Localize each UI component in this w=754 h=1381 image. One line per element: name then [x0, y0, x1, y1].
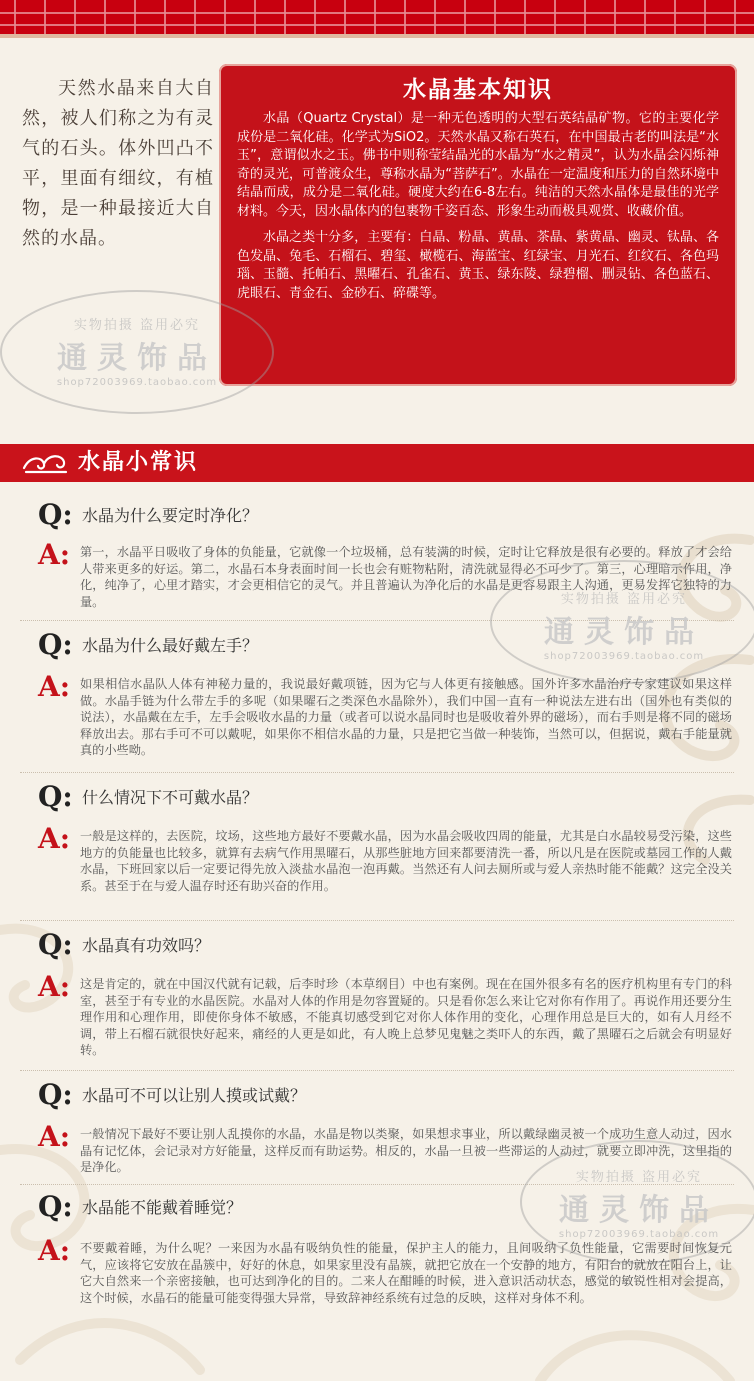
answer-marker: A: — [38, 670, 71, 703]
answer-text: 不要戴着睡，为什么呢？一来因为水晶有吸纳负性的能量，保护主人的能力，且间吸纳了负性能量，它需要时间恢复元气，应该将它安放在晶簇中，好好的休息，如果家里没有晶簇，就把它放在一个安静的地方，有阳台的就放在阳台上，让它大自然来一个亲密接触，也可达到净化的目的。二来人在酣睡的时候，进入意识活动状态，感觉的敏锐性相对会提高，这个时候，水晶石的能量可能变得强大异常，导致辞神经系统有过急的反映，这样对身体不利。 — [80, 1241, 732, 1305]
section-title: 水晶小常识 — [78, 450, 199, 475]
watermark-line-1: 实物拍摄 盗用必究 — [560, 592, 688, 607]
question-text: 什么情况下不可戴水晶？ — [82, 788, 259, 807]
question-text: 水晶为什么最好戴左手？ — [82, 636, 259, 655]
question-marker: Q: — [38, 1078, 73, 1111]
knowledge-box — [219, 64, 737, 386]
fret-pattern — [0, 0, 754, 34]
answer-marker: A: — [38, 538, 71, 571]
question-text: 水晶可不可以让别人摸或试戴？ — [82, 1086, 307, 1105]
answer-text: 这是肯定的，就在中国汉代就有记载，后李时珍（本草纲目）中也有案例。现在在国外很多有名的医疗机构里有专门的科室，甚至于有专业的水晶医院。水晶对人体的作用是勿容置疑的。只是看你怎么来让它对你有作用了。再说作用还要分生理作用和心理作用，即使你身体不敏感，不能真切感受到它对你人体作用的变化，心理作用总是巨大的，如有人月经不调，带上石榴石就很快好起来，痛经的人更是如此，有人晚上总梦见鬼魅之类吓人的东西，戴了黑曜石之后就会有明显好转。 — [80, 977, 732, 1058]
question-marker: Q: — [38, 1190, 73, 1223]
knowledge-title: 水晶基本知识 — [403, 77, 553, 103]
watermark-line-3: shop72003969.taobao.com — [56, 377, 218, 388]
divider — [20, 1070, 734, 1071]
watermark-line-1: 实物拍摄 盗用必究 — [575, 1170, 703, 1185]
question-marker: Q: — [38, 628, 73, 661]
question-text: 水晶能不能戴着睡觉？ — [82, 1198, 243, 1217]
knowledge-paragraph-1: 水晶（Quartz Crystal）是一种无色透明的大型石英结晶矿物。它的主要化学成份是二氧化硅。化学式为SiO2。天然水晶又称石英石，在中国最古老的叫法是“水玉”，意谓似水之玉。佛书中则称莹结晶光的水晶为“水之精灵”，认为水晶会闪烁神奇的灵光，可普渡众生，尊称水晶为“菩萨石”。水晶在一定温度和压力的自然环境中结晶而成，成分是二氧化硅。硬度大约在6-8左右。纯洁的天然水晶体是最佳的光学材料。今天，因水晶体内的包裹物千姿百态、形象生动而极具观赏、收藏价值。 — [237, 111, 719, 219]
divider — [20, 620, 734, 621]
divider — [20, 1184, 734, 1185]
watermark-line-1: 实物拍摄 盗用必究 — [73, 318, 201, 333]
knowledge-paragraph-2: 水晶之类十分多，主要有：白晶、粉晶、黄晶、茶晶、紫黄晶、幽灵、钛晶、各色发晶、兔毛、石榴石、碧玺、橄榄石、海蓝宝、红绿宝、月光石、红纹石、各色玛瑙、玉髓、托帕石、黑曜石、孔雀石、黄玉、绿东陵、绿碧榴、删灵钻、各色蓝石、虎眼石、青金石、金砂石、碎碟等。 — [237, 230, 719, 301]
top-decorative-band — [0, 0, 754, 34]
answer-text: 一般是这样的，去医院，坟场，这些地方最好不要戴水晶，因为水晶会吸收四周的能量，尤其是白水晶较易受污染，这些地方的负能量也比较多，就算有去病气作用黑曜石，从那些脏地方回来都要清洗一番，所以凡是在医院或墓园工作的人戴水晶，下班回家以后一定要记得先放入淡盐水晶泡一泡再戴。当然还有人问去厕所或与爱人亲热时能不能戴？这完全没关系。甚至于在与爱人温存时还有助兴奋的作用。 — [80, 829, 732, 893]
intro-text: 天然水晶来自大自然，被人们称之为有灵气的石头。体外凹凸不平，里面有细纹，有植物，是一种最接近大自然的水晶。 — [22, 78, 214, 249]
question-text: 水晶真有功效吗？ — [82, 936, 211, 955]
divider — [20, 920, 734, 921]
watermark-line-3: shop72003969.taobao.com — [543, 651, 705, 662]
band-edge — [0, 34, 754, 38]
answer-marker: A: — [38, 970, 71, 1003]
answer-text: 如果相信水晶队人体有神秘力量的，我说最好戴项链，因为它与人体更有接触感。国外许多水晶治疗专家建议如果这样做。水晶手链为什么带左手的多呢（如果曜石之类深色水晶除外），我们中国一直有一种说法左进右出（国外也有类似的说法），水晶戴在左手，左手会吸收水晶的力量（或者可以说水晶同时也是吸收着外界的磁场），而右手则是将不同的磁场释放出去。那右手可不可以戴呢，如果你不相信水晶的力量，只是把它当做一种装饰，当然可以，但据说，戴右手能量就真的小些呦。 — [80, 677, 732, 758]
answer-marker: A: — [38, 1234, 71, 1267]
answer-text: 第一，水晶平日吸收了身体的负能量，它就像一个垃圾桶，总有装满的时候，定时让它释放是很有必要的。释放了才会给人带来更多的好运。第二，水晶石本身表面时间一长也会有赃物粘附，清洗就显得必不可少了。第三，心理暗示作用，净化，纯净了，心里才踏实，才会更相信它的灵气。并且普遍认为净化后的水晶是更容易跟主人沟通，更易发挥它独特的力量。 — [80, 545, 732, 609]
question-marker: Q: — [38, 780, 73, 813]
question-marker: Q: — [38, 498, 73, 531]
watermark-line-2: 通灵饰品 — [559, 1193, 719, 1228]
divider — [20, 772, 734, 773]
section-header — [0, 444, 754, 482]
cloud-icon — [22, 452, 68, 474]
question-text: 水晶为什么要定时净化？ — [82, 506, 259, 525]
answer-marker: A: — [38, 1120, 71, 1153]
question-marker: Q: — [38, 928, 73, 961]
watermark-line-2: 通灵饰品 — [57, 341, 217, 376]
watermark-line-3: shop72003969.taobao.com — [558, 1229, 720, 1240]
answer-text: 一般情况下最好不要让别人乱摸你的水晶，水晶是物以类聚，如果想求事业，所以戴绿幽灵被一个成功生意人动过，因水晶有记忆体，会记录对方好能量，这样反而有助运势。相反的，水晶一旦被一些滞运的人动过，就要立即冲洗，这里指的是净化。 — [80, 1127, 732, 1175]
answer-marker: A: — [38, 822, 71, 855]
watermark-line-2: 通灵饰品 — [544, 615, 704, 650]
